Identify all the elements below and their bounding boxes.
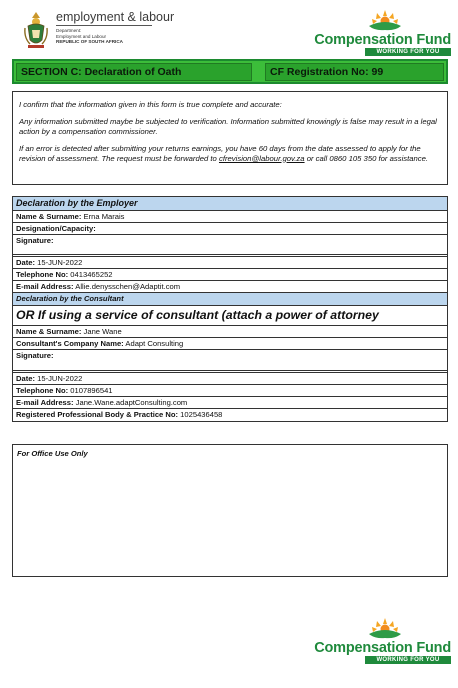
consultant-date-value[interactable]: 15-JUN-2022 [37,374,83,383]
employer-name-label: Name & Surname: [16,212,82,221]
compensation-fund-title: Compensation Fund [314,32,451,48]
employer-phone-label: Telephone No: [16,270,69,279]
consultant-date-row [13,373,447,385]
department-sub-name: Employment and Labour [56,33,107,39]
consultant-company-value[interactable]: Adapt Consulting [125,339,184,348]
consultant-professional-body-row [13,409,447,421]
sun-hands-icon [365,614,405,640]
consultant-signature-label: Signature: [16,351,54,360]
department-divider [56,25,152,26]
section-title: SECTION C: Declaration of Oath [16,63,252,81]
revision-text-start: If an error is detected after submitting your returns earnings, you have 60 days from the date assessed to apply for the revision of assessment. The request must be forwarded to [19,144,421,163]
consultant-name-row [13,326,447,338]
consultant-company-label: Consultant's Company Name: [16,339,124,348]
employer-designation-row [13,223,447,235]
footer-compensation-fund-tagline: WORKING FOR YOU [365,656,451,664]
office-use-box [12,444,448,577]
consultant-phone-value[interactable]: 0107896541 [70,386,113,395]
employer-name-row [13,211,447,223]
department-sub-label: Department: [56,28,82,33]
consultant-company-row [13,338,447,350]
employer-signature-label: Signature: [16,236,54,245]
consultant-name-value[interactable]: Jane Wane [83,327,122,336]
consultant-date-label: Date: [16,374,35,383]
compensation-fund-footer-logo [309,614,451,662]
consultant-professional-body-label: Registered Professional Body & Practice No: [16,410,179,419]
employer-phone-row [13,269,447,281]
declaration-revision-text [19,144,441,163]
consultant-name-label: Name & Surname: [16,327,82,336]
employer-email-value[interactable]: Allie.denysschen@Adaptit.com [75,282,181,291]
registration-number: CF Registration No: 99 [265,63,444,81]
office-use-label: For Office Use Only [17,449,88,458]
footer-compensation-fund-title: Compensation Fund [314,640,451,656]
employer-email-label: E-mail Address: [16,282,74,291]
section-banner [12,59,448,84]
consultant-or-heading: OR If using a service of consultant (attach a power of attorney [13,306,447,326]
consultant-heading: Declaration by the Consultant [13,293,447,306]
department-country: REPUBLIC OF SOUTH AFRICA [56,39,123,45]
declaration-statement [12,91,448,185]
consultant-phone-row [13,385,447,397]
employer-name-value[interactable]: Erna Marais [83,212,125,221]
sun-hands-icon [365,6,405,32]
employer-date-label: Date: [16,258,35,267]
employer-date-value[interactable]: 15-JUN-2022 [37,258,83,267]
coat-of-arms-icon [22,10,50,50]
employer-email-row [13,281,447,293]
consultant-email-value[interactable]: Jane.Wane.adaptConsulting.com [75,398,188,407]
employer-date-row [13,257,447,269]
consultant-email-label: E-mail Address: [16,398,74,407]
revision-text-end: or call 0860 105 350 for assistance. [304,153,429,163]
department-logo [18,8,218,54]
employer-heading: Declaration by the Employer [13,197,447,211]
compensation-fund-tagline: WORKING FOR YOU [365,48,451,56]
compensation-fund-logo [309,6,451,54]
consultant-phone-label: Telephone No: [16,386,69,395]
consultant-email-row [13,397,447,409]
declaration-verification-text: Any information submitted maybe be subjected to verification. Information submitted knowingly is false may result in a legal action by a compensation commissioner. [19,117,437,136]
employer-designation-label: Designation/Capacity: [16,224,96,233]
declaration-confirm-text: I confirm that the information given in this form is true complete and accurate: [19,100,282,109]
revision-email-link[interactable]: cfrevision@labour.gov.za [218,153,305,163]
employer-signature-row[interactable] [13,235,447,257]
department-name: employment & labour [56,10,175,24]
declaration-form [12,196,448,422]
employer-phone-value[interactable]: 0413465252 [70,270,113,279]
consultant-signature-row[interactable] [13,350,447,373]
consultant-professional-body-value[interactable]: 1025436458 [180,410,223,419]
